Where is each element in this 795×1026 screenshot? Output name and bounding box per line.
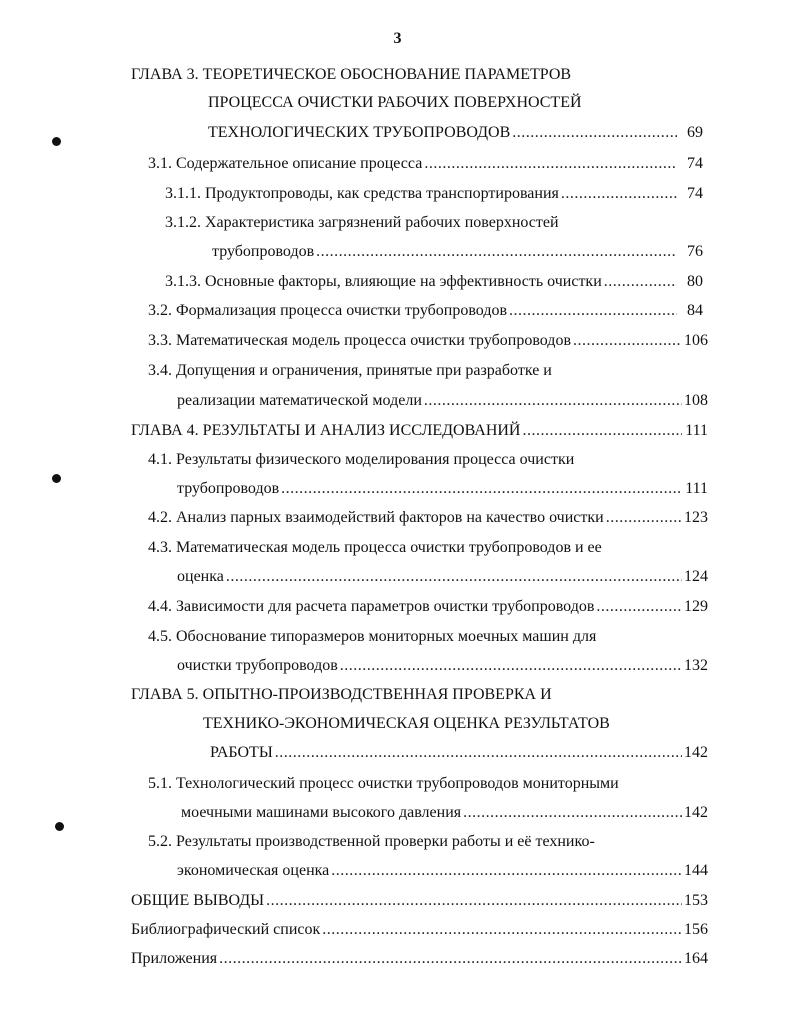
toc-bibliography: [131, 919, 708, 941]
dot-leader: [463, 802, 682, 824]
dot-leader: [226, 566, 682, 588]
toc-page-number: 84: [687, 302, 703, 319]
toc-entry-text: 4.5. Обоснование типоразмеров мониторных моечных машин для: [148, 628, 597, 645]
toc-entry-text: реализации математической модели: [177, 392, 422, 409]
toc-page-number: 69: [687, 124, 703, 141]
dot-leader: [424, 390, 682, 412]
toc-entry-text: 4.1. Результаты физического моделирования процесса очистки: [148, 451, 575, 468]
toc-chapter-5-title-line3: [210, 742, 708, 764]
toc-entry-text: ТЕХНИКО-ЭКОНОМИЧЕСКАЯ ОЦЕНКА РЕЗУЛЬТАТОВ: [203, 715, 610, 732]
toc-page-number: 129: [684, 598, 708, 615]
toc-section-3-1: [148, 153, 703, 175]
toc-entry-text: 3.2. Формализация процесса очистки трубопроводов: [148, 302, 508, 319]
toc-entry-text: ГЛАВА 5. ОПЫТНО-ПРОИЗВОДСТВЕННАЯ ПРОВЕРКА И: [131, 686, 552, 703]
toc-entry-text: 3.3. Математическая модель процесса очистки трубопроводов: [148, 332, 571, 349]
toc-page-number: 111: [685, 422, 708, 439]
dot-leader: [281, 478, 682, 500]
dot-leader: [316, 241, 677, 263]
toc-entry-text: ПРОЦЕССА ОЧИСТКИ РАБОЧИХ ПОВЕРХНОСТЕЙ: [208, 94, 582, 111]
toc-section-3-1-1: [165, 183, 703, 205]
toc-page-number: 111: [685, 480, 708, 497]
toc-chapter-4: [131, 420, 708, 442]
toc-page-number: 106: [684, 332, 708, 349]
toc-section-3-1-2-line1: [165, 212, 685, 234]
toc-section-4-1-line1: [148, 449, 678, 471]
toc-page-number: 76: [687, 243, 703, 260]
toc-page-number: 144: [684, 862, 708, 879]
toc-page-number: 74: [687, 185, 703, 202]
toc-entry-text: Библиографический список: [131, 921, 321, 938]
toc-entry-text: ГЛАВА 4. РЕЗУЛЬТАТЫ И АНАЛИЗ ИССЛЕДОВАНИЙ: [131, 422, 521, 439]
toc-section-3-2: [148, 300, 703, 322]
toc-entry-text: 5.1. Технологический процесс очистки трубопроводов мониторными: [148, 775, 619, 792]
toc-section-4-1-line2: [177, 478, 708, 500]
toc-section-4-3-line2: [177, 566, 708, 588]
dot-leader: [275, 742, 682, 764]
toc-entry-text: 3.1.2. Характеристика загрязнений рабочих поверхностей: [165, 214, 559, 231]
dot-leader: [322, 919, 682, 941]
toc-section-4-4: [148, 596, 708, 618]
toc-entry-text: 4.4. Зависимости для расчета параметров очистки трубопроводов: [148, 598, 595, 615]
toc-page-number: 123: [684, 509, 708, 526]
toc-entry-text: 3.4. Допущения и ограничения, принятые при разработке и: [148, 362, 552, 379]
toc-entry-text: оценка: [177, 568, 224, 585]
toc-section-3-4-line2: [177, 390, 708, 412]
toc-page-number: 142: [684, 744, 708, 761]
toc-page-number: 108: [684, 392, 708, 409]
toc-entry-text: ОБЩИЕ ВЫВОДЫ: [131, 892, 265, 909]
punch-hole-mark: [52, 137, 61, 146]
toc-section-5-1-line1: [148, 773, 708, 795]
dot-leader: [219, 948, 682, 970]
toc-entry-text: 4.2. Анализ парных взаимодействий факторов на качество очистки: [148, 509, 604, 526]
toc-entry-text: ГЛАВА 3. ТЕОРЕТИЧЕСКОЕ ОБОСНОВАНИЕ ПАРАМЕТРОВ: [131, 66, 572, 83]
toc-entry-text: моечными машинами высокого давления: [181, 804, 462, 821]
toc-entry-text: 3.1.3. Основные факторы, влияющие на эффективность очистки: [165, 273, 602, 290]
dot-leader: [424, 153, 677, 175]
toc-entry-text: ТЕХНОЛОГИЧЕСКИХ ТРУБОПРОВОДОВ: [208, 124, 511, 141]
toc-section-4-3-line1: [148, 537, 688, 559]
toc-chapter-5-title-line2: [203, 713, 683, 735]
toc-entry-text: 4.3. Математическая модель процесса очистки трубопроводов и ее: [148, 539, 602, 556]
punch-hole-mark: [55, 822, 64, 831]
toc-entry-text: Приложения: [131, 950, 218, 967]
dot-leader: [512, 122, 677, 144]
toc-entry-text: трубопроводов: [177, 480, 280, 497]
toc-section-3-4-line1: [148, 360, 693, 382]
toc-chapter-3-title-line2: [208, 92, 688, 114]
dot-leader: [596, 596, 682, 618]
dot-leader: [606, 507, 682, 529]
toc-section-4-2: [148, 507, 708, 529]
toc-section-3-3: [148, 330, 708, 352]
page-number: 3: [393, 30, 402, 47]
toc-section-3-1-3: [165, 271, 703, 293]
toc-page-number: 164: [684, 950, 708, 967]
dot-leader: [561, 183, 677, 205]
toc-chapter-3-title-line1: [131, 64, 691, 86]
toc-entry-text: 5.2. Результаты производственной проверки работы и её технико-: [148, 833, 595, 850]
punch-hole-mark: [52, 474, 61, 483]
toc-page-number: 153: [684, 892, 708, 909]
dot-leader: [340, 655, 682, 677]
dot-leader: [604, 271, 677, 293]
toc-general-conclusions: [131, 890, 708, 912]
toc-page-number: 124: [684, 568, 708, 585]
dot-leader: [331, 860, 682, 882]
toc-section-5-1-line2: [181, 802, 708, 824]
toc-chapter-3-title-line3: [208, 122, 703, 144]
dot-leader: [573, 330, 682, 352]
toc-entry-text: экономическая оценка: [177, 862, 330, 879]
toc-chapter-5-title-line1: [131, 684, 691, 706]
toc-page-number: 132: [684, 657, 708, 674]
toc-section-3-1-2-line2: [212, 241, 703, 263]
toc-entry-text: 3.1. Содержательное описание процесса: [148, 155, 423, 172]
toc-page-number: 156: [684, 921, 708, 938]
toc-page-number: 74: [687, 155, 703, 172]
toc-entry-text: очистки трубопроводов: [177, 657, 338, 674]
toc-appendices: [131, 948, 708, 970]
toc-entry-text: РАБОТЫ: [210, 744, 273, 761]
dot-leader: [509, 300, 677, 322]
toc-section-4-5-line1: [148, 626, 693, 648]
toc-section-5-2-line1: [148, 831, 703, 853]
dot-leader: [522, 420, 682, 442]
toc-section-4-5-line2: [177, 655, 708, 677]
toc-entry-text: 3.1.1. Продуктопроводы, как средства транспортирования: [165, 185, 559, 202]
toc-entry-text: трубопроводов: [212, 243, 315, 260]
toc-page-number: 80: [687, 273, 703, 290]
toc-page-number: 142: [684, 804, 708, 821]
toc-section-5-2-line2: [177, 860, 708, 882]
dot-leader: [266, 890, 682, 912]
